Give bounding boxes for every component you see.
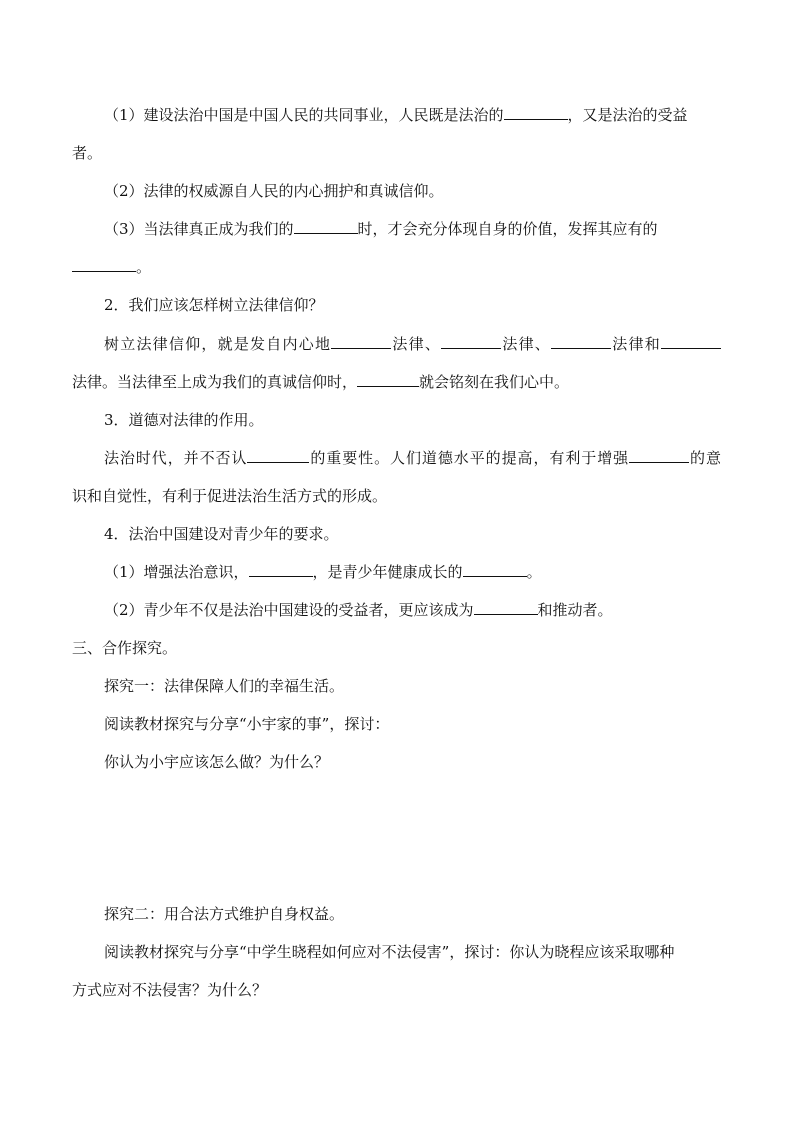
fill-blank[interactable] [474, 600, 538, 615]
text: 时，才会充分体现自身的价值，发挥其应有的 [357, 220, 658, 238]
explore-1-title: 探究一：法律保障人们的幸福生活。 [104, 677, 345, 695]
item-2-paragraph-line2 [72, 372, 569, 392]
sub-item-3-line1 [104, 219, 658, 239]
fill-blank[interactable] [661, 334, 721, 349]
section-3-title: 三、合作探究。 [72, 639, 178, 657]
text: 的重要性。人们道德水平的提高，有利于增强 [309, 449, 630, 467]
fill-blank[interactable] [72, 257, 136, 272]
explore-2-title: 探究二：用合法方式维护自身权益。 [104, 905, 345, 923]
fill-blank[interactable] [247, 448, 309, 463]
text: 法律、 [391, 335, 442, 353]
text: 就会铭刻在我们心中。 [419, 373, 570, 391]
fill-blank[interactable] [357, 372, 419, 387]
item-3-paragraph-line1 [104, 448, 721, 468]
text: ，是青少年健康成长的 [312, 563, 463, 581]
text: 。 [136, 258, 152, 276]
explore-2-line1: 阅读教材探究与分享“中学生晓程如何应对不法侵害”，探讨：你认为晓程应该采取哪种 [104, 943, 675, 961]
text: （1）增强法治意识， [104, 563, 249, 581]
sub-item-2: （2）法律的权威源自人民的内心拥护和真诚信仰。 [104, 182, 444, 200]
text: 的意 [689, 449, 721, 467]
text: 法律和 [611, 335, 661, 353]
fill-blank[interactable] [441, 334, 501, 349]
text: 。 [526, 563, 542, 581]
text: 和推动者。 [537, 601, 613, 619]
fill-blank[interactable] [331, 334, 391, 349]
item-2-paragraph-line1 [104, 334, 721, 354]
text: （1）建设法治中国是中国人民的共同事业，人民既是法治的 [104, 106, 504, 124]
item-3-heading: 3．道德对法律的作用。 [104, 411, 264, 429]
item-4-sub-1 [104, 562, 542, 582]
fill-blank[interactable] [463, 562, 527, 577]
explore-2-line2: 方式应对不法侵害？为什么？ [72, 981, 268, 999]
explore-1-question: 你认为小宇应该怎么做？为什么？ [104, 753, 330, 771]
text: 法律。当法律至上成为我们的真诚信仰时， [72, 373, 358, 391]
sub-item-1-line2: 者。 [72, 144, 103, 162]
item-4-heading: 4．法治中国建设对青少年的要求。 [104, 525, 339, 543]
sub-item-3-line2 [72, 257, 151, 277]
fill-blank[interactable] [551, 334, 611, 349]
sub-item-1-line1 [104, 105, 688, 125]
fill-blank[interactable] [249, 562, 313, 577]
text: （3）当法律真正成为我们的 [104, 220, 294, 238]
explore-1-line1: 阅读教材探究与分享“小宇家的事”，探讨： [104, 715, 390, 733]
text: （2）青少年不仅是法治中国建设的受益者，更应该成为 [104, 601, 474, 619]
fill-blank[interactable] [294, 219, 358, 234]
text: ，又是法治的受益 [567, 106, 688, 124]
text: 树立法律信仰，就是发自内心地 [104, 335, 332, 353]
fill-blank[interactable] [504, 105, 568, 120]
fill-blank[interactable] [629, 448, 689, 463]
item-4-sub-2 [104, 600, 613, 620]
item-2-heading: 2．我们应该怎样树立法律信仰？ [104, 296, 324, 314]
item-3-paragraph-line2: 识和自觉性，有利于促进法治生活方式的形成。 [72, 487, 388, 505]
text: 法治时代，并不否认 [104, 449, 248, 467]
text: 法律、 [501, 335, 552, 353]
